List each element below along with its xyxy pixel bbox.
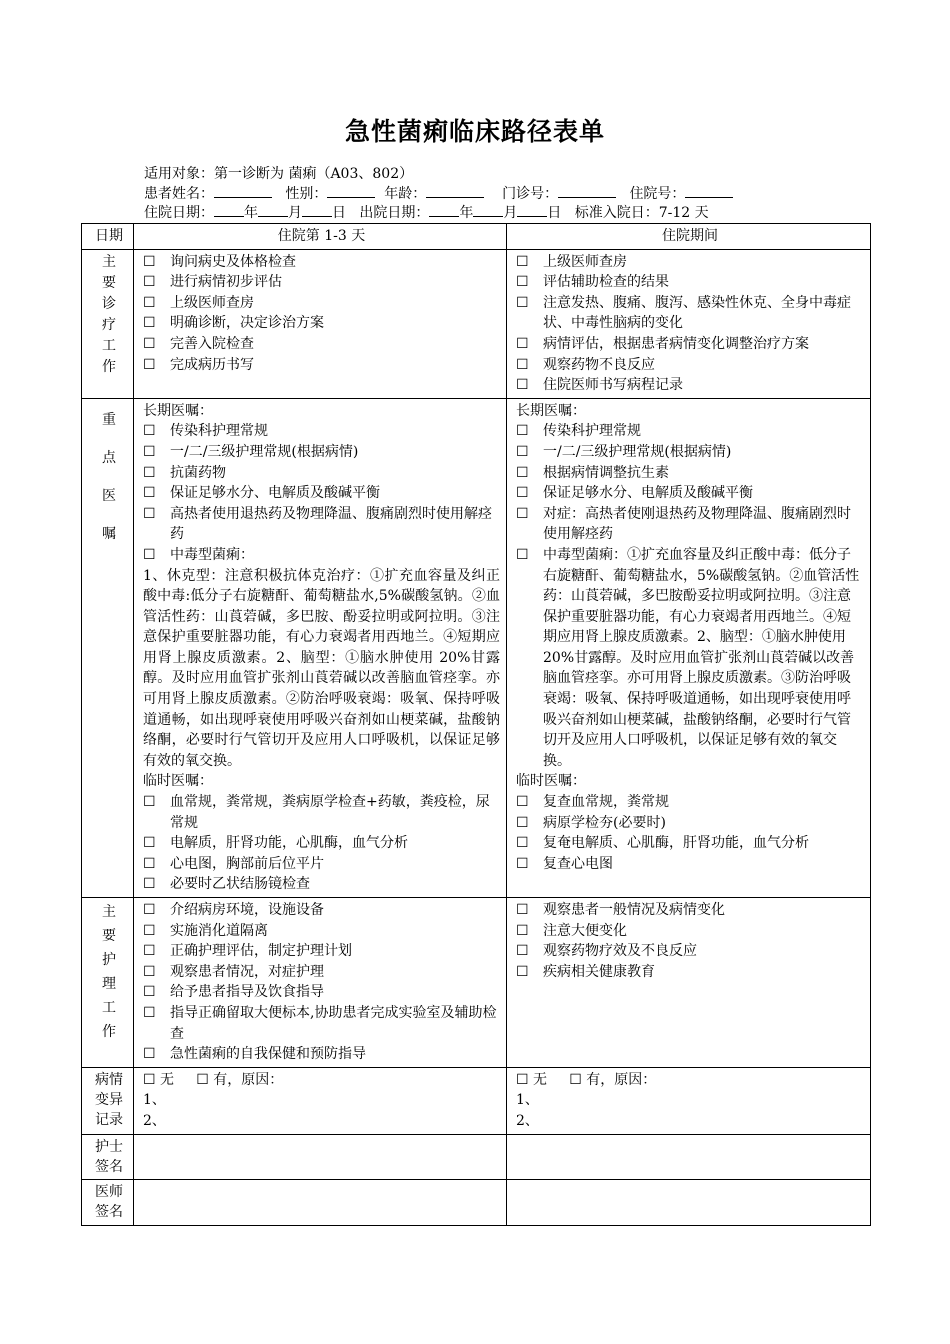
variance-options <box>516 1070 864 1091</box>
checkbox[interactable]: ☐ <box>143 902 156 918</box>
variance-none-label: 无 <box>533 1071 548 1088</box>
nursing-col2 <box>507 898 871 1068</box>
admit-day-field[interactable] <box>302 203 332 217</box>
checkbox-none[interactable]: ☐ <box>143 1071 156 1088</box>
age-field[interactable] <box>426 184 484 198</box>
checklist-item <box>516 545 864 772</box>
checkbox[interactable]: ☐ <box>516 274 529 291</box>
long-term-heading: 长期医嘱： <box>516 402 586 419</box>
checkbox[interactable]: ☐ <box>516 294 529 311</box>
patient-name-field[interactable] <box>214 184 272 198</box>
discharge-day-field[interactable] <box>517 203 547 217</box>
checklist-item-label: 中毒型菌痢： <box>170 546 254 563</box>
checklist-item-label: 复奄电解质、心肌酶，肝肾功能，血气分析 <box>543 835 809 852</box>
checkbox[interactable]: ☐ <box>143 464 156 481</box>
variance-label-cell <box>82 1067 134 1134</box>
variance-yes-label: 有，原因： <box>586 1071 657 1088</box>
checklist-item-label: 完善入院检查 <box>170 335 254 352</box>
checkbox[interactable]: ☐ <box>516 443 529 460</box>
checkbox-yes[interactable]: ☐ <box>196 1071 209 1088</box>
checkbox[interactable]: ☐ <box>143 335 156 352</box>
checkbox[interactable]: ☐ <box>516 902 529 918</box>
checkbox[interactable]: ☐ <box>516 377 529 394</box>
checklist-item <box>143 900 500 921</box>
gender-field[interactable] <box>327 184 375 198</box>
checklist-item-label: 保证足够水分、电解质及酸碱平衡 <box>170 485 380 502</box>
checkbox[interactable]: ☐ <box>143 963 156 980</box>
checklist-item-label: 观察患者一般情况及病情变化 <box>543 902 725 918</box>
checkbox[interactable]: ☐ <box>516 356 529 373</box>
checkbox[interactable]: ☐ <box>516 794 529 811</box>
header-date: 日期 <box>82 224 134 250</box>
nurse-sign-row <box>82 1134 871 1180</box>
checklist-item-label: 对症：高热者使刚退热药及物理降温、腹痛剧烈时使用解痉药 <box>543 505 851 543</box>
month-unit: 月 <box>503 205 518 221</box>
checkbox[interactable]: ☐ <box>143 505 156 522</box>
checkbox[interactable]: ☐ <box>143 253 156 270</box>
variance-options <box>143 1070 500 1091</box>
checklist-item <box>516 854 864 875</box>
checkbox[interactable]: ☐ <box>516 814 529 831</box>
checklist-item <box>143 941 500 962</box>
checkbox[interactable]: ☐ <box>516 253 529 270</box>
checklist-item-label: 血常规，粪常规，粪病原学检查+药敏，粪疫检，尿常规 <box>170 794 490 831</box>
checklist-item-label: 复查心电图 <box>543 855 613 872</box>
page-title: 急性菌痢临床路径表单 <box>344 117 605 146</box>
checklist-item-label: 进行病情初步评估 <box>170 274 282 291</box>
checklist-item <box>516 252 864 273</box>
checklist-item <box>143 252 500 273</box>
doctor-sign-label: 医师签名 <box>95 1184 123 1221</box>
day-unit: 日 <box>332 205 346 221</box>
checklist-item <box>143 982 500 1003</box>
checklist-item-label: 电解质，肝肾功能，心肌酶，血气分析 <box>170 835 408 852</box>
checklist-item <box>143 874 500 895</box>
checklist-item <box>516 962 864 983</box>
orders-col1 <box>134 398 507 897</box>
variance-row <box>82 1067 871 1134</box>
checklist-item-label: 评估辅助检查的结果 <box>543 274 669 291</box>
checkbox[interactable]: ☐ <box>516 464 529 481</box>
checkbox[interactable]: ☐ <box>516 835 529 852</box>
checkbox[interactable]: ☐ <box>143 485 156 502</box>
checkbox-none[interactable]: ☐ <box>516 1071 529 1088</box>
checklist-item <box>516 463 864 484</box>
checklist-item <box>516 421 864 442</box>
checklist-item <box>516 792 864 813</box>
checklist-item <box>143 921 500 942</box>
checklist-item-label: 中毒型菌痢：①扩充血容量及纠正酸中毒：低分子右旋糖酐、葡萄糖盐水，5%碳酸氢钠。②血管活性药：山莨菪碱，多巴胺酚妥拉明或阿拉明。③注意保护重要脏器功能，有心力衰竭者用西地兰。④短期应用肾上腺皮质激素。2、脑型：①脑水肿使用 20%甘露醇。及时应用血管扩张剂山莨菪碱以改善脑血管痉挛。亦可用肾上腺皮质激素。③防治呼吸衰竭：吸氧、保持呼吸道通畅，如出现呼衰使用呼吸兴奋剂如山梗菜碱，盐酸钠络酮，必要时行气管切开及应用人口呼吸机，以保证足够有效的氧交换。 <box>543 546 860 769</box>
inpatient-no-label: 住院号： <box>629 186 686 202</box>
admit-date-label: 住院日期： <box>144 205 214 221</box>
clinic-no-label: 门诊号： <box>502 186 559 202</box>
variance-col2 <box>507 1067 871 1134</box>
header-col1: 住院第 1-3 天 <box>134 224 507 250</box>
checklist-item <box>143 313 500 334</box>
checklist-item <box>143 483 500 504</box>
checklist-item-label: 询问病史及体格检查 <box>170 253 296 270</box>
diagnosis-col1 <box>134 249 507 398</box>
checklist-item-label: 实施消化道隔离 <box>170 922 268 939</box>
meta-applicable: 适用对象：第一诊断为 菌痢（A03、802） <box>144 166 414 182</box>
checklist-item <box>143 442 500 463</box>
checklist-item <box>143 962 500 983</box>
discharge-date-label: 出院日期： <box>359 205 430 221</box>
variance-item-2[interactable]: 2、 <box>516 1112 539 1129</box>
nurse-sign-label-cell <box>82 1134 134 1180</box>
checklist-item <box>143 504 500 545</box>
checklist-item <box>516 921 864 942</box>
variance-item-1[interactable]: 1、 <box>516 1092 539 1109</box>
orders-col2 <box>507 398 871 897</box>
checklist-item <box>143 293 500 314</box>
temp-heading: 临时医嘱： <box>143 773 213 790</box>
checklist-item-label: 观察药物疗效及不良反应 <box>543 943 697 960</box>
checklist-item <box>516 833 864 854</box>
checklist-item <box>143 463 500 484</box>
checklist-item-label: 病情评估，根据患者病情变化调整治疗方案 <box>543 335 809 352</box>
checklist-item-label: 传染科护理常规 <box>170 423 268 440</box>
year-unit: 年 <box>459 205 474 221</box>
orders-row <box>82 398 871 897</box>
diagnosis-col2 <box>507 249 871 398</box>
checklist-item-label: 观察药物不良反应 <box>543 356 655 373</box>
checklist-item <box>143 854 500 875</box>
checkbox[interactable]: ☐ <box>143 1046 156 1063</box>
checklist-item-label: 抗菌药物 <box>170 464 226 481</box>
checklist-item <box>143 334 500 355</box>
checkbox[interactable]: ☐ <box>143 984 156 1001</box>
checklist-item <box>516 293 864 334</box>
checkbox[interactable]: ☐ <box>143 274 156 291</box>
checkbox[interactable]: ☐ <box>143 835 156 852</box>
checklist-item <box>143 792 500 833</box>
orders-col1-temp-list <box>143 792 500 895</box>
checklist-item <box>516 504 864 545</box>
orders-col1-long-list <box>143 421 500 565</box>
checklist-item-label: 必要时乙状结肠镜检查 <box>170 876 310 893</box>
orders-col2-long-list <box>516 421 864 771</box>
variance-none-label: 无 <box>160 1071 175 1088</box>
doctor-sign-label-cell <box>82 1180 134 1226</box>
checkbox[interactable]: ☐ <box>143 855 156 872</box>
variance-item-2[interactable]: 2、 <box>143 1112 166 1129</box>
inpatient-no-field[interactable] <box>685 184 733 198</box>
discharge-year-field[interactable] <box>429 203 459 217</box>
checklist-item <box>143 1044 500 1065</box>
diagnosis-row <box>82 249 871 398</box>
checklist-item <box>516 483 864 504</box>
orders-col1-paragraph: 1、休克型：注意积极抗体克治疗：①扩充血容量及纠正酸中毒:低分子右旋糖酐、葡萄糖盐水,5%碳酸氢钠。②血管活性药：山莨菪碱，多巴胺、酚妥拉明或阿拉明。③注意保护重要脏器功能，有心力衰竭者用西地兰。④短期应用肾上腺皮质激素。2、脑型：①脑水肿使用 20%甘露醇。及时应用血管扩张剂山莨菪碱以改善脑血管痉挛。亦可用肾上腺皮质激素。②防治呼吸衰竭：吸氧、保持呼吸道通畅，如出现呼衰使用呼吸兴奋剂如山梗菜碱，盐酸钠络酮，必要时行气管切开及应用人口呼吸机，以保证足够有效的氧交换。 <box>143 567 500 769</box>
checklist-item-label: 病原学检夯(必要时) <box>543 814 666 831</box>
checklist-item-label: 一/二/三级护理常规(根据病情) <box>170 443 359 460</box>
diagnosis-label: 主要诊疗工作 <box>102 253 116 375</box>
checkbox[interactable]: ☐ <box>143 315 156 332</box>
meta-date-line <box>144 203 709 222</box>
checkbox[interactable]: ☐ <box>143 546 156 563</box>
nurse-sign-label: 护士签名 <box>95 1138 123 1175</box>
discharge-month-field[interactable] <box>473 203 503 217</box>
checklist-item-label: 一/二/三级护理常规(根据病情) <box>543 443 732 460</box>
pathway-table <box>81 223 871 1226</box>
checkbox[interactable]: ☐ <box>143 1004 156 1021</box>
checklist-item-label: 心电图，胸部前后位平片 <box>170 855 324 872</box>
variance-item-1[interactable]: 1、 <box>143 1092 166 1109</box>
variance-yes-label: 有，原因： <box>213 1071 284 1088</box>
orders-label: 重点医嘱 <box>102 411 116 542</box>
checklist-item <box>143 545 500 566</box>
clinic-no-field[interactable] <box>558 184 616 198</box>
checklist-item <box>143 421 500 442</box>
checklist-item-label: 保证足够水分、电解质及酸碱平衡 <box>543 485 753 502</box>
checklist-item-label: 传染科护理常规 <box>543 423 641 440</box>
orders-col2-temp-list <box>516 792 864 874</box>
checkbox[interactable]: ☐ <box>516 485 529 502</box>
checklist-item-label: 复查血常规，粪常规 <box>543 794 669 811</box>
checklist-item-label: 完成病历书写 <box>170 356 254 373</box>
gender-label: 性别： <box>285 186 328 202</box>
checklist-item-label: 根据病情调整抗生素 <box>543 464 669 481</box>
year-unit: 年 <box>244 205 258 221</box>
checklist-item <box>516 941 864 962</box>
checklist-item <box>143 355 500 376</box>
checklist-item-label: 急性菌痢的自我保健和预防指导 <box>170 1046 366 1063</box>
nursing-label: 主要护理工作 <box>102 904 116 1040</box>
checklist-item <box>516 813 864 834</box>
doctor-sign-col2[interactable] <box>507 1180 871 1226</box>
checkbox[interactable]: ☐ <box>143 356 156 373</box>
standard-days: 标准入院日：7-12 天 <box>574 205 709 221</box>
nurse-sign-col1[interactable] <box>134 1134 507 1180</box>
checkbox[interactable]: ☐ <box>516 943 529 960</box>
patient-name-label: 患者姓名： <box>144 186 214 202</box>
age-label: 年龄： <box>384 186 427 202</box>
checklist-item-label: 给予患者指导及饮食指导 <box>170 984 324 1001</box>
checklist-item <box>516 355 864 376</box>
checklist-item <box>143 833 500 854</box>
checkbox[interactable]: ☐ <box>516 963 529 980</box>
checklist-item <box>516 334 864 355</box>
variance-label: 病情变异记录 <box>95 1071 123 1128</box>
checklist-item-label: 注意发热、腹痛、腹泻、感染性休克、全身中毒症状、中毒性脑病的变化 <box>543 294 851 332</box>
checkbox[interactable]: ☐ <box>516 922 529 939</box>
orders-label-cell <box>82 398 134 897</box>
doctor-sign-col1[interactable] <box>134 1180 507 1226</box>
checklist-item-label: 上级医师查房 <box>170 294 254 311</box>
checklist-item-label: 介绍病房环境，设施设备 <box>170 902 324 918</box>
checklist-item-label: 明确诊断，决定诊治方案 <box>170 315 324 332</box>
checklist-item <box>516 272 864 293</box>
checklist-item <box>143 272 500 293</box>
checkbox[interactable]: ☐ <box>516 505 529 522</box>
nursing-row <box>82 898 871 1068</box>
nursing-col1 <box>134 898 507 1068</box>
checkbox[interactable]: ☐ <box>516 855 529 872</box>
checkbox[interactable]: ☐ <box>143 794 156 811</box>
diagnosis-label-cell <box>82 249 134 398</box>
long-term-heading: 长期医嘱： <box>143 402 213 419</box>
doctor-sign-row <box>82 1180 871 1226</box>
checklist-item <box>516 375 864 396</box>
checklist-item-label: 观察患者情况，对症护理 <box>170 963 324 980</box>
nursing-label-cell <box>82 898 134 1068</box>
checklist-item-label: 正确护理评估，制定护理计划 <box>170 943 352 960</box>
checkbox[interactable]: ☐ <box>516 423 529 440</box>
checkbox[interactable]: ☐ <box>143 443 156 460</box>
checklist-item-label: 上级医师查房 <box>543 253 627 270</box>
checklist-item-label: 指导正确留取大便标本,协助患者完成实验室及辅助检查 <box>170 1004 497 1042</box>
checkbox-yes[interactable]: ☐ <box>569 1071 582 1088</box>
checkbox[interactable]: ☐ <box>143 294 156 311</box>
meta-patient-line <box>144 184 733 203</box>
checkbox[interactable]: ☐ <box>143 922 156 939</box>
checklist-item-label: 高热者使用退热药及物理降温、腹痛剧烈时使用解痉药 <box>170 505 492 543</box>
checklist-item-label: 住院医师书写病程记录 <box>543 377 683 394</box>
checkbox[interactable]: ☐ <box>143 423 156 440</box>
variance-col1 <box>134 1067 507 1134</box>
checklist-item <box>516 900 864 921</box>
header-row <box>82 224 871 250</box>
admit-month-field[interactable] <box>258 203 288 217</box>
checkbox[interactable]: ☐ <box>516 335 529 352</box>
checkbox[interactable]: ☐ <box>143 943 156 960</box>
month-unit: 月 <box>288 205 302 221</box>
checklist-item <box>516 442 864 463</box>
checkbox[interactable]: ☐ <box>143 876 156 893</box>
checklist-item-label: 疾病相关健康教育 <box>543 963 655 980</box>
nurse-sign-col2[interactable] <box>507 1134 871 1180</box>
day-unit: 日 <box>547 205 562 221</box>
header-col2: 住院期间 <box>507 224 871 250</box>
checkbox[interactable]: ☐ <box>516 546 529 563</box>
admit-year-field[interactable] <box>214 203 244 217</box>
checklist-item-label: 注意大便变化 <box>543 922 627 939</box>
checklist-item <box>143 1003 500 1044</box>
temp-heading: 临时医嘱： <box>516 773 586 790</box>
